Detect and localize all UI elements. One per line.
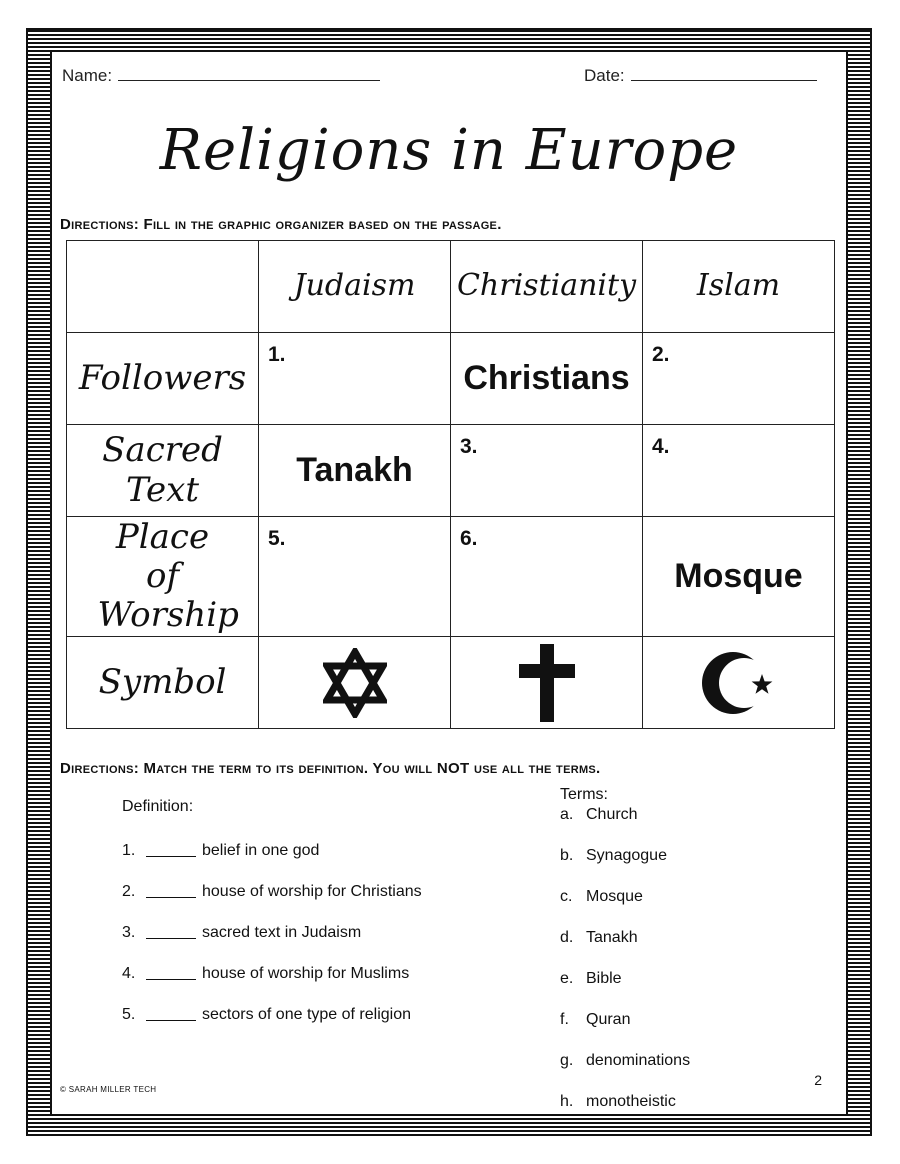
definition-text: sacred text in Judaism <box>202 924 362 941</box>
answer-cell[interactable] <box>259 517 451 637</box>
term-item <box>560 1052 690 1093</box>
row-label: Symbol <box>98 661 227 702</box>
term-text: Synagogue <box>586 847 667 864</box>
answer-cell[interactable] <box>259 333 451 425</box>
definition-text: house of worship for Christians <box>202 883 422 900</box>
term-item <box>560 806 690 847</box>
definition-text: belief in one god <box>202 842 320 859</box>
answer-text: Christians <box>463 359 630 397</box>
star-of-david-icon <box>323 648 387 718</box>
date-field <box>584 66 817 86</box>
term-text: Bible <box>586 970 622 987</box>
term-letter: b. <box>560 847 574 864</box>
term-text: Mosque <box>586 888 643 905</box>
definition-item <box>122 965 422 1006</box>
term-letter: a. <box>560 806 574 823</box>
term-item <box>560 1011 690 1052</box>
name-field <box>62 66 380 86</box>
answer-text: Mosque <box>674 557 803 595</box>
definition-item <box>122 883 422 924</box>
symbol-cell <box>451 637 643 729</box>
column-judaism <box>259 241 451 333</box>
copyright-notice: © SARAH MILLER TECH <box>60 1085 157 1094</box>
column-islam <box>643 241 835 333</box>
answer-cell <box>643 517 835 637</box>
term-item <box>560 888 690 929</box>
column-label: Christianity <box>456 268 637 304</box>
definition-text: sectors of one type of religion <box>202 1006 412 1023</box>
term-letter: g. <box>560 1052 574 1069</box>
answer-cell <box>259 425 451 517</box>
row-label-cell <box>67 333 259 425</box>
term-item <box>560 970 690 1011</box>
term-item <box>560 847 690 888</box>
name-line[interactable] <box>118 66 380 81</box>
term-item <box>560 1093 690 1134</box>
answer-number: 4. <box>652 435 670 458</box>
answer-number: 5. <box>268 527 286 550</box>
term-text: Church <box>586 806 638 823</box>
answer-cell[interactable] <box>643 333 835 425</box>
definitions-list <box>122 798 422 1047</box>
column-label: Islam <box>696 268 781 304</box>
row-symbol <box>67 637 835 729</box>
date-line[interactable] <box>631 66 817 81</box>
definition-number: 1. <box>122 842 136 859</box>
symbol-cell <box>643 637 835 729</box>
term-letter: d. <box>560 929 574 946</box>
answer-blank[interactable] <box>146 924 196 939</box>
date-label: Date: <box>584 66 625 85</box>
term-text: Quran <box>586 1011 631 1028</box>
row-place-of-worship <box>67 517 835 637</box>
answer-blank[interactable] <box>146 842 196 857</box>
terms-heading: Terms: <box>560 786 608 803</box>
crescent-star-icon <box>699 648 779 718</box>
terms-list <box>560 786 690 1134</box>
term-letter: h. <box>560 1093 574 1110</box>
name-label: Name: <box>62 66 113 85</box>
term-text: Tanakh <box>586 929 638 946</box>
term-letter: f. <box>560 1011 569 1028</box>
answer-blank[interactable] <box>146 883 196 898</box>
term-letter: c. <box>560 888 573 905</box>
row-label-cell <box>67 637 259 729</box>
directions-organizer: Directions: Fill in the graphic organizer based on the passage. <box>60 216 502 233</box>
row-label: Followers <box>78 357 247 398</box>
page-title: Religions in Europe <box>159 118 739 183</box>
symbol-cell <box>259 637 451 729</box>
row-label: Place of Worship <box>97 516 239 636</box>
answer-number: 1. <box>268 343 286 366</box>
striped-border <box>26 28 872 1136</box>
definition-number: 3. <box>122 924 136 941</box>
cross-icon <box>519 644 575 722</box>
definition-item <box>122 924 422 965</box>
definitions-heading: Definition: <box>122 798 194 815</box>
worksheet-page <box>50 50 848 1116</box>
definition-number: 4. <box>122 965 136 982</box>
answer-cell[interactable] <box>643 425 835 517</box>
graphic-organizer <box>66 240 835 729</box>
answer-number: 3. <box>460 435 478 458</box>
answer-cell[interactable] <box>451 517 643 637</box>
definition-item <box>122 1006 422 1047</box>
term-item <box>560 929 690 970</box>
definition-text: house of worship for Muslims <box>202 965 410 982</box>
definition-number: 2. <box>122 883 136 900</box>
organizer-corner-cell <box>67 241 259 333</box>
answer-number: 6. <box>460 527 478 550</box>
directions-matching: Directions: Match the term to its definition. You will NOT use all the terms. <box>60 760 601 777</box>
row-label-cell <box>67 517 259 637</box>
answer-blank[interactable] <box>146 965 196 980</box>
definition-number: 5. <box>122 1006 136 1023</box>
answer-blank[interactable] <box>146 1006 196 1021</box>
answer-number: 2. <box>652 343 670 366</box>
term-text: monotheistic <box>586 1093 676 1110</box>
row-sacred-text <box>67 425 835 517</box>
organizer-header-row <box>67 241 835 333</box>
definition-item <box>122 842 422 883</box>
column-label: Judaism <box>293 268 416 304</box>
page-number: 2 <box>814 1072 822 1088</box>
row-label-cell <box>67 425 259 517</box>
term-text: denominations <box>586 1052 691 1069</box>
answer-cell <box>451 333 643 425</box>
row-followers <box>67 333 835 425</box>
row-label: Sacred Text <box>102 430 223 510</box>
column-christianity <box>451 241 643 333</box>
answer-text: Tanakh <box>296 451 413 489</box>
answer-cell[interactable] <box>451 425 643 517</box>
term-letter: e. <box>560 970 574 987</box>
